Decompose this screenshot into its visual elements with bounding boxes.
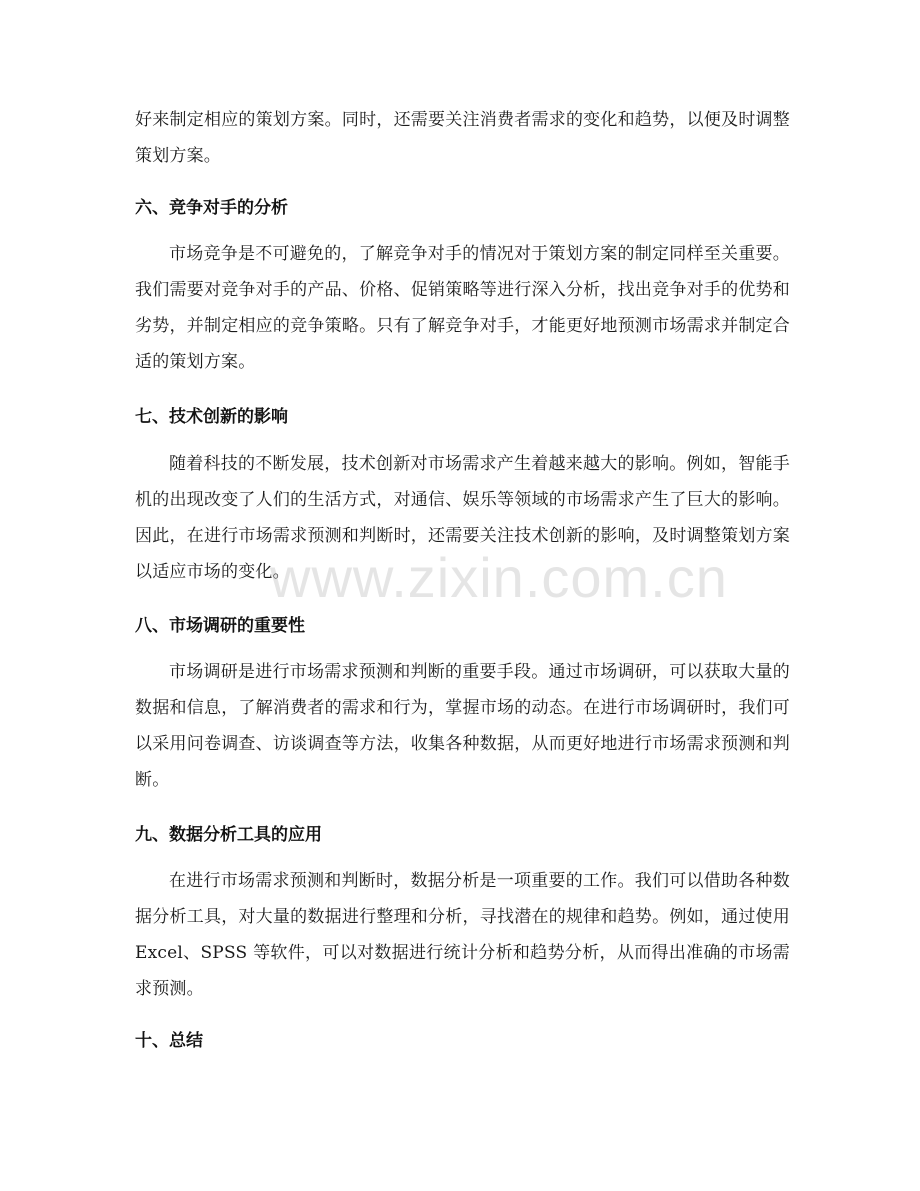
section-heading-10: 十、总结 bbox=[135, 1031, 203, 1051]
paragraph-section-6: 市场竞争是不可避免的，了解竞争对手的情况对于策划方案的制定同样至关重要。我们需要对竞争对手的产品、价格、促销策略等进行深入分析，找出竞争对手的优势和劣势，并制定相应的竞争策略。只有了解竞争对手，才能更好地预测市场需求并制定合适的策划方案。 bbox=[135, 244, 790, 372]
section-heading-9: 九、数据分析工具的应用 bbox=[135, 825, 322, 845]
section-heading-7: 七、技术创新的影响 bbox=[135, 407, 288, 427]
watermark: www.zixin.com.cn bbox=[270, 546, 728, 609]
paragraph-section-7: 随着科技的不断发展，技术创新对市场需求产生着越来越大的影响。例如，智能手机的出现改变了人们的生活方式，对通信、娱乐等领域的市场需求产生了巨大的影响。因此，在进行市场需求预测和判断时，还需要关注技术创新的影响，及时调整策划方案以适应市场的变化。 bbox=[135, 454, 790, 582]
paragraph-intro: 好来制定相应的策划方案。同时，还需要关注消费者需求的变化和趋势，以便及时调整策划方案。 bbox=[135, 110, 790, 166]
paragraph-section-9: 在进行市场需求预测和判断时，数据分析是一项重要的工作。我们可以借助各种数据分析工具，对大量的数据进行整理和分析，寻找潜在的规律和趋势。例如，通过使用 Excel、SPSS 等软件，可以对数据进行统计分析和趋势分析，从而得出准确的市场需求预测。 bbox=[135, 871, 790, 999]
paragraph-section-8: 市场调研是进行市场需求预测和判断的重要手段。通过市场调研，可以获取大量的数据和信息，了解消费者的需求和行为，掌握市场的动态。在进行市场调研时，我们可以采用问卷调查、访谈调查等方法，收集各种数据，从而更好地进行市场需求预测和判断。 bbox=[135, 662, 790, 790]
section-heading-8: 八、市场调研的重要性 bbox=[135, 616, 305, 636]
section-heading-6: 六、竞争对手的分析 bbox=[135, 198, 288, 218]
